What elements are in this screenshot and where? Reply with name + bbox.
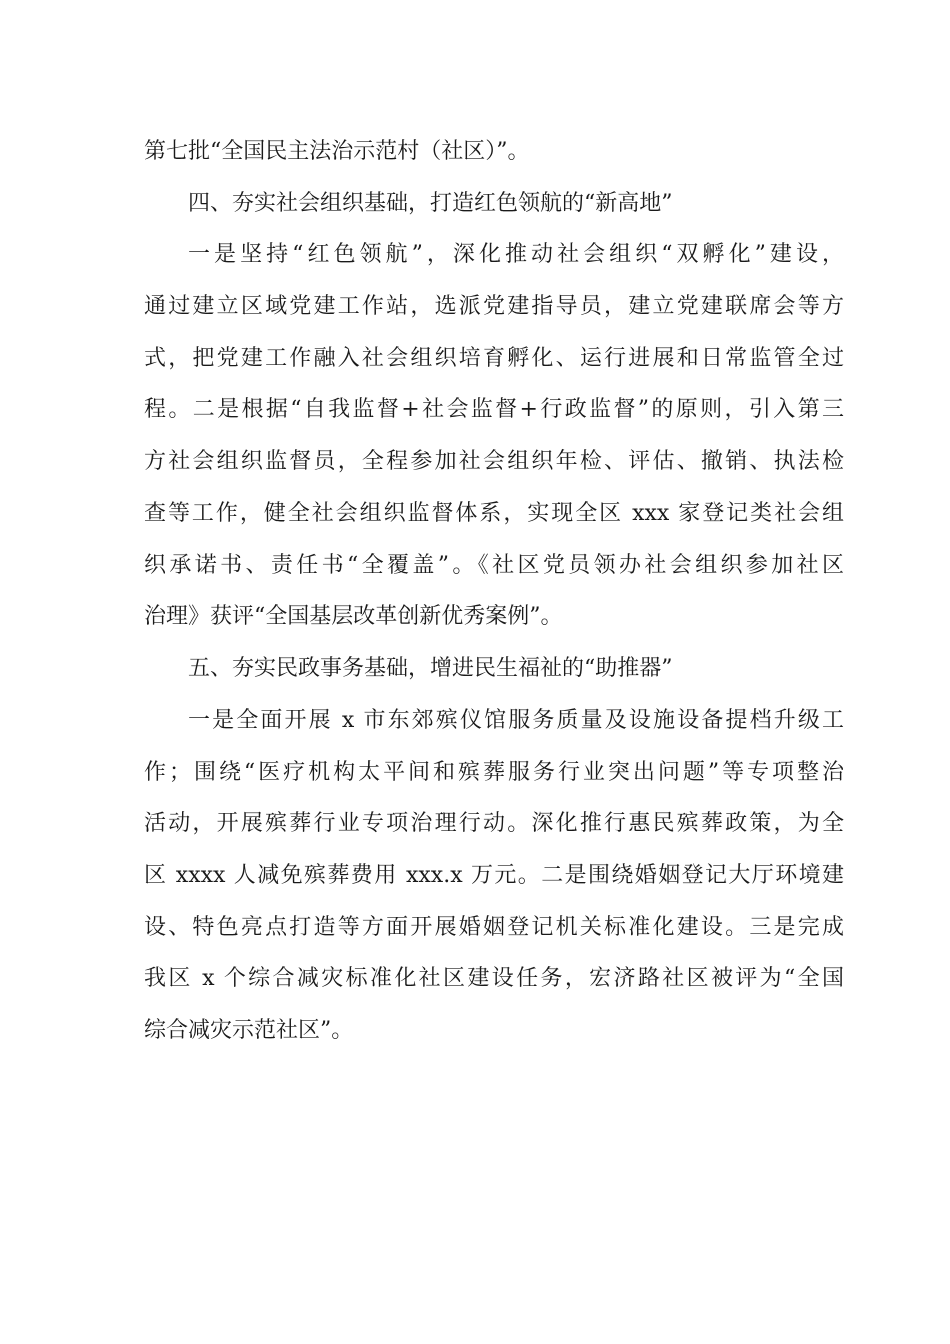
paragraph-line: 式，把党建工作融入社会组织培育孵化、运行进展和日常监管全过	[144, 346, 844, 371]
paragraph-line: 方社会组织监督员，全程参加社会组织年检、评估、撤销、执法检	[144, 449, 844, 474]
paragraph-line: 区 xxxx 人减免殡葬费用 xxx.x 万元。二是围绕婚姻登记大厅环境建	[144, 863, 844, 888]
paragraph-line: 作；围绕“医疗机构太平间和殡葬服务行业突出问题”等专项整治	[144, 760, 844, 785]
paragraph-line: 综合减灾示范社区”。	[144, 1018, 354, 1043]
paragraph-line: 我区 x 个综合减灾标准化社区建设任务，宏济路社区被评为“全国	[144, 966, 844, 991]
paragraph-line: 一是坚持“红色领航”，深化推动社会组织“双孵化”建设，	[188, 242, 844, 267]
paragraph-line: 一是全面开展 x 市东郊殡仪馆服务质量及设施设备提档升级工	[188, 708, 844, 733]
section-heading-4: 四、夯实社会组织基础，打造红色领航的“新高地”	[188, 191, 673, 216]
paragraph-line: 治理》获评“全国基层改革创新优秀案例”。	[144, 604, 563, 629]
paragraph-line: 程。二是根据“自我监督+社会监督+行政监督”的原则，引入第三	[144, 397, 844, 422]
paragraph-line: 通过建立区域党建工作站，选派党建指导员，建立党建联席会等方	[144, 294, 844, 319]
paragraph-line: 查等工作，健全社会组织监督体系，实现全区 xxx 家登记类社会组	[144, 501, 844, 526]
section-heading-5: 五、夯实民政事务基础，增进民生福祉的“助推器”	[188, 656, 673, 681]
paragraph-line: 织承诺书、责任书“全覆盖”。《社区党员领办社会组织参加社区	[144, 553, 844, 578]
paragraph-line: 活动，开展殡葬行业专项治理行动。深化推行惠民殡葬政策，为全	[144, 811, 844, 836]
paragraph-line: 设、特色亮点打造等方面开展婚姻登记机关标准化建设。三是完成	[144, 915, 844, 940]
paragraph-line: 第七批“全国民主法治示范村（社区）”。	[144, 139, 530, 164]
